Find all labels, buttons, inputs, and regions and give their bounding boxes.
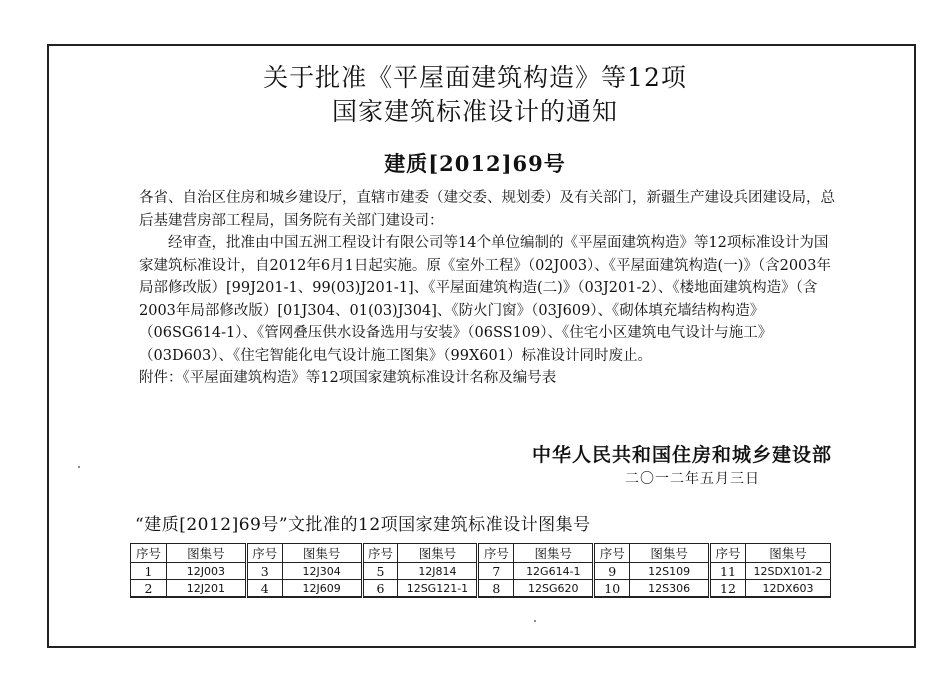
atlas-code: 12J814 xyxy=(398,563,478,580)
scan-speck xyxy=(534,620,536,622)
row-number: 12 xyxy=(710,580,746,598)
row-number: 11 xyxy=(710,563,746,580)
atlas-code: 12J609 xyxy=(282,580,362,598)
header-code: 图集号 xyxy=(282,544,362,563)
atlas-code: 12S109 xyxy=(630,563,710,580)
row-number: 8 xyxy=(478,580,514,598)
header-code: 图集号 xyxy=(630,544,710,563)
header-code: 图集号 xyxy=(514,544,594,563)
atlas-code: 12J304 xyxy=(282,563,362,580)
table-header-row xyxy=(131,544,831,563)
atlas-code: 12SG121-1 xyxy=(398,580,478,598)
header-code: 图集号 xyxy=(745,544,830,563)
row-number: 3 xyxy=(246,563,282,580)
title-line-2: 国家建筑标准设计的通知 xyxy=(331,97,618,126)
row-number: 6 xyxy=(362,580,398,598)
table-row xyxy=(131,580,831,598)
header-no: 序号 xyxy=(246,544,282,563)
header-no: 序号 xyxy=(131,544,167,563)
header-code: 图集号 xyxy=(166,544,246,563)
document-number: 建质[2012]69号 xyxy=(384,151,566,176)
atlas-code: 12DX603 xyxy=(745,580,830,598)
row-number: 10 xyxy=(594,580,630,598)
issuer: 中华人民共和国住房和城乡建设部 xyxy=(531,444,832,466)
atlas-code: 12G614-1 xyxy=(514,563,594,580)
approval-paragraph: 经审查，批准由中国五洲工程设计有限公司等14个单位编制的《平屋面建筑构造》等12项标准设计为国家建筑标准设计，自2012年6月1日起实施。原《室外工程》（02J003）、《平屋面建筑构造(一)》（含2003年局部修改版）[99J201-1、99(03)J201-1]、《平屋面建筑构造(二)》（03J201-2）、《楼地面建筑构造》（含2003年局部修改版）[01J304、01(03)J304]、《防火门窗》（03J609）、《砌体填充墙结构构造》（06SG614-1）、《管网叠压供水设备选用与安装》（06SS109）、《住宅小区建筑电气设计与施工》（03D603）、《住宅智能化电气设计施工图集》（99X601）标准设计同时废止。 xyxy=(139,235,832,364)
atlas-code: 12SDX101-2 xyxy=(745,563,830,580)
header-code: 图集号 xyxy=(398,544,478,563)
atlas-number-table xyxy=(130,543,831,598)
header-no: 序号 xyxy=(594,544,630,563)
table-title: “建质[2012]69号”文批准的12项国家建筑标准设计图集号 xyxy=(135,515,591,535)
issue-date: 二〇一二年五月三日 xyxy=(625,471,760,487)
atlas-code: 12S306 xyxy=(630,580,710,598)
scan-speck xyxy=(78,466,80,468)
header-no: 序号 xyxy=(478,544,514,563)
atlas-code: 12SG620 xyxy=(514,580,594,598)
row-number: 4 xyxy=(246,580,282,598)
title-line-1: 关于批准《平屋面建筑构造》等12项 xyxy=(263,63,687,92)
row-number: 9 xyxy=(594,563,630,580)
atlas-code: 12J003 xyxy=(166,563,246,580)
row-number: 2 xyxy=(131,580,167,598)
table-row xyxy=(131,563,831,580)
attachment-line: 附件：《平屋面建筑构造》等12项国家建筑标准设计名称及编号表 xyxy=(139,370,557,386)
row-number: 5 xyxy=(362,563,398,580)
row-number: 1 xyxy=(131,563,167,580)
atlas-code: 12J201 xyxy=(166,580,246,598)
header-no: 序号 xyxy=(710,544,746,563)
row-number: 7 xyxy=(478,563,514,580)
header-no: 序号 xyxy=(362,544,398,563)
addressee-paragraph: 各省、自治区住房和城乡建设厅，直辖市建委（建交委、规划委）及有关部门，新疆生产建设兵团建设局，总后基建营房部工程局，国务院有关部门建设司： xyxy=(139,190,835,229)
notice-body xyxy=(139,187,839,390)
